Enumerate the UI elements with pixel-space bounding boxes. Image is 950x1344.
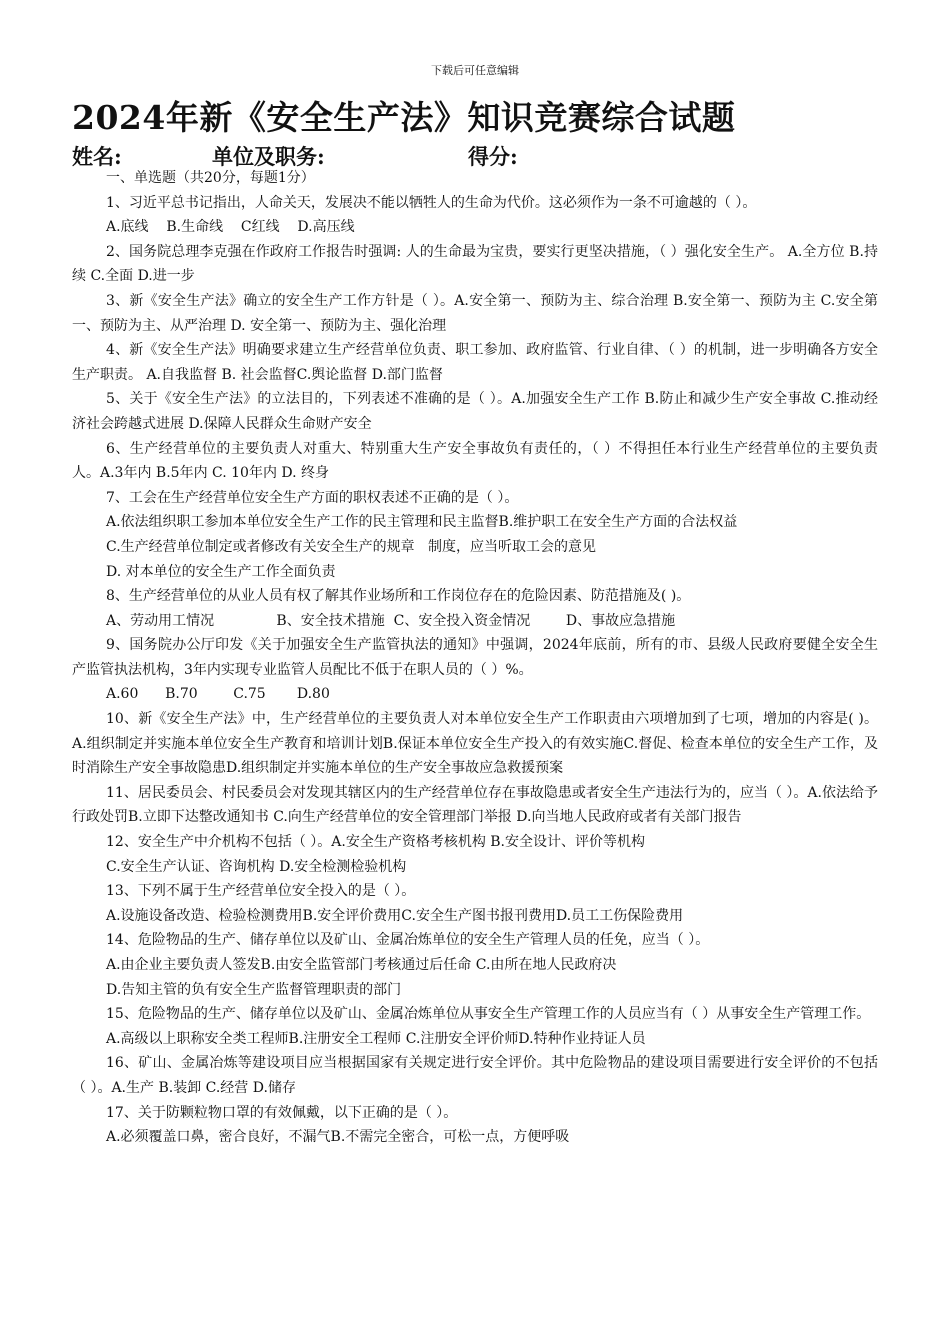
question-1-options: A.底线 B.生命线 C红线 D.高压线 bbox=[106, 219, 355, 236]
question-6: 6、生产经营单位的主要负责人对重大、特别重大生产安全事故负有责任的，（ ）不得担任本行业生产经营单位的主要负责人。A.3年内 B.5年内 C. 10年内 D. 终身 bbox=[72, 440, 878, 482]
question-2: 2、国务院总理李克强在作政府工作报告时强调: 人的生命最为宝贵，要实行更坚决措施，（ ）强化安全生产。 A.全方位 B.持续 C.全面 D.进一步 bbox=[72, 243, 878, 285]
question-14-option-d: D.告知主管的负有安全生产监督管理职责的部门 bbox=[106, 981, 402, 998]
question-7-option-d: D. 对本单位的安全生产工作全面负责 bbox=[106, 563, 336, 580]
question-16: 16、矿山、金属冶炼等建设项目应当根据国家有关规定进行安全评价。其中危险物品的建设项目需要进行安全评价的不包括（ ）。A.生产 B.装卸 C.经营 D.储存 bbox=[72, 1055, 878, 1096]
question-15-options: A.高级以上职称安全类工程师B.注册安全工程师 C.注册安全评价师D.特种作业持证人员 bbox=[106, 1030, 646, 1047]
question-17: 17、关于防颗粒物口罩的有效佩戴，以下正确的是（ ）。 bbox=[106, 1104, 458, 1121]
question-12: 12、安全生产中介机构不包括（ ）。A.安全生产资格考核机构 B.安全设计、评价等机构 bbox=[106, 834, 646, 851]
question-10: 10、新《安全生产法》中，生产经营单位的主要负责人对本单位安全生产工作职责由六项增加到了七项，增加的内容是( )。A.组织制定并实施本单位安全生产教育和培训计划B.保证本单位安全生产投入的有效实施C.督促、检查本单位的安全生产工作，及时消除生产安全事故隐患D.组织制定并实施本单位的生产安全事故应急救援预案 bbox=[72, 711, 878, 777]
section-heading: 一、单选题（共20分，每题1分） bbox=[106, 170, 315, 186]
name-field-label: 姓名: bbox=[72, 144, 122, 169]
question-7-option-c: C.生产经营单位制定或者修改有关安全生产的规章 制度，应当听取工会的意见 bbox=[106, 538, 597, 555]
question-3: 3、新《安全生产法》确立的安全生产工作方针是（ ）。A.安全第一、预防为主、综合治理 B.安全第一、预防为主 C.安全第一、预防为主、从严治理 D. 安全第一、预防为主、强化治理 bbox=[72, 292, 878, 334]
unit-field-label: 单位及职务: bbox=[212, 144, 325, 169]
question-8: 8、生产经营单位的从业人员有权了解其作业场所和工作岗位存在的危险因素、防范措施及( )。 bbox=[106, 588, 691, 605]
question-11: 11、居民委员会、村民委员会对发现其辖区内的生产经营单位存在事故隐患或者安全生产违法行为的，应当（ ）。A.依法给予行政处罚B.立即下达整改通知书 C.向生产经营单位的安全管理部门举报 D.向当地人民政府或者有关部门报告 bbox=[72, 784, 878, 826]
question-7: 7、工会在生产经营单位安全生产方面的职权表述不正确的是（ ）。 bbox=[106, 489, 519, 506]
question-17-options: A.必须覆盖口鼻，密合良好，不漏气B.不需完全密合，可松一点，方便呼吸 bbox=[106, 1129, 570, 1146]
question-14: 14、危险物品的生产、储存单位以及矿山、金属冶炼单位的安全生产管理人员的任免，应当（ ）。 bbox=[106, 932, 710, 949]
question-13: 13、下列不属于生产经营单位安全投入的是（ ）。 bbox=[106, 883, 416, 900]
question-8-options: A、劳动用工情况 B、安全技术措施 C、安全投入资金情况 D、事故应急措施 bbox=[106, 612, 676, 629]
question-5: 5、关于《安全生产法》的立法目的，下列表述不准确的是（ ）。A.加强安全生产工作 B.防止和减少生产安全事故 C.推动经济社会跨越式进展 D.保障人民群众生命财产安全 bbox=[72, 391, 878, 432]
question-body bbox=[72, 166, 878, 1150]
question-15: 15、危险物品的生产、储存单位以及矿山、金属冶炼单位从事安全生产管理工作的人员应当有（ ）从事安全生产管理工作。 bbox=[106, 1006, 871, 1023]
exam-info-fields bbox=[72, 141, 872, 169]
page-title: 2024年新《安全生产法》知识竞赛综合试题 bbox=[72, 98, 736, 137]
question-13-options: A.设施设备改造、检验检测费用B.安全评价费用C.安全生产图书报刊费用D.员工工伤保险费用 bbox=[106, 907, 684, 924]
question-14-options-abc: A.由企业主要负责人签发B.由安全监管部门考核通过后任命 C.由所在地人民政府决 bbox=[106, 957, 617, 973]
question-1: 1、习近平总书记指出，人命关天，发展决不能以牺牲人的生命为代价。这必须作为一条不可逾越的（ ）。 bbox=[106, 194, 757, 211]
download-note: 下载后可任意编辑 bbox=[431, 64, 519, 77]
score-field-label: 得分: bbox=[468, 144, 518, 169]
question-9-options: A.60 B.70 C.75 D.80 bbox=[106, 686, 330, 703]
question-7-option-ab: A.依法组织职工参加本单位安全生产工作的民主管理和民主监督B.维护职工在安全生产方面的合法权益 bbox=[106, 514, 738, 531]
question-4: 4、新《安全生产法》明确要求建立生产经营单位负责、职工参加、政府监管、行业自律、（ ）的机制，进一步明确各方安全生产职责。 A.自我监督 B. 社会监督C.舆论监督 D.部门监督 bbox=[72, 342, 878, 383]
question-9: 9、国务院办公厅印发《关于加强安全生产监管执法的通知》中强调，2024年底前，所有的市、县级人民政府要健全安全生产监管执法机构，3年内实现专业监管人员配比不低于在职人员的（ ）%。 bbox=[72, 637, 878, 678]
question-12-options: C.安全生产认证、咨询机构 D.安全检测检验机构 bbox=[106, 858, 407, 875]
